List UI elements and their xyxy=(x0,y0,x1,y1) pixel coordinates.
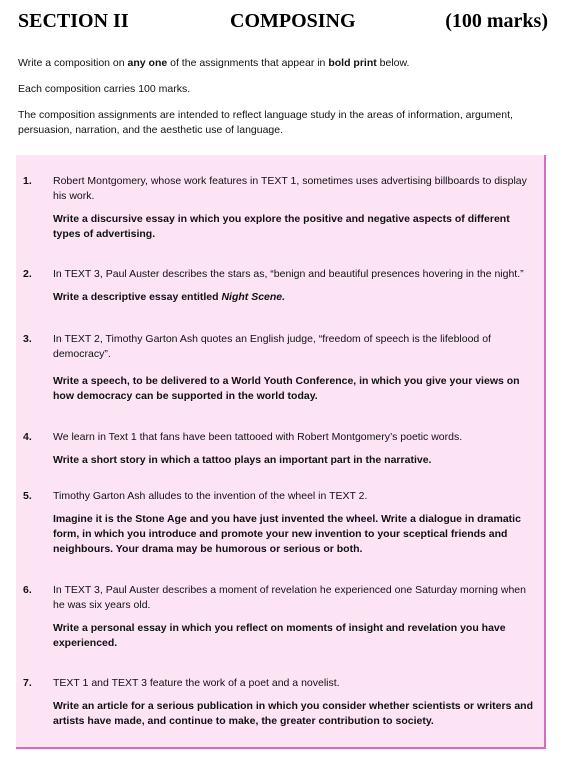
assignments-panel xyxy=(16,155,546,749)
assignment-prompt: Timothy Garton Ash alludes to the invention of the wheel in TEXT 2. xyxy=(53,490,368,502)
assignment-task xyxy=(53,290,538,305)
assignment-task: Write a speech, to be delivered to a World Youth Conference, in which you give your views on how democracy can be supported in the world today. xyxy=(53,375,520,402)
assignment-prompt: In TEXT 3, Paul Auster describes a moment of revelation he experienced one Saturday morning when he was six years old. xyxy=(53,584,526,611)
instruction-emphasis: any one xyxy=(127,57,168,69)
assignment-number: 6. xyxy=(23,584,32,596)
assignments-note: The composition assignments are intended to reflect language study in the areas of information, argument, persuasion, narration, and the aesthetic use of language. xyxy=(18,109,513,136)
page-title: COMPOSING xyxy=(230,10,356,32)
assignment-task-text: Write a descriptive essay entitled xyxy=(53,291,222,303)
assignment-task: Imagine it is the Stone Age and you have just invented the wheel. Write a dialogue in dramatic form, in which you introduce and promote your new invention to your sceptical friends and neighbours. Your drama may be humorous or serious or both. xyxy=(53,513,521,555)
assignment-prompt: In TEXT 2, Timothy Garton Ash quotes an English judge, “freedom of speech is the lifeblood of democracy”. xyxy=(53,333,491,360)
assignment-body xyxy=(53,332,538,404)
instruction-text: of the assignments that appear in xyxy=(167,57,329,69)
assignment-body xyxy=(53,676,538,729)
assignment-prompt: Robert Montgomery, whose work features in TEXT 1, sometimes uses advertising billboards to display his work. xyxy=(53,175,527,202)
assignment-body xyxy=(53,267,538,305)
assignment-number: 5. xyxy=(23,490,32,502)
marks-label: (100 marks) xyxy=(445,10,548,32)
assignment-number: 2. xyxy=(23,268,32,280)
assignment-task: Write an article for a serious publication in which you consider whether scientists or writers and artists have made, and continue to make, the greater contribution to society. xyxy=(53,700,534,727)
instruction-emphasis: bold print xyxy=(328,57,377,69)
assignment-number: 3. xyxy=(23,333,32,345)
assignment-body xyxy=(53,489,538,557)
instruction-text: Write a composition on xyxy=(18,57,128,69)
assignment-task: Write a discursive essay in which you explore the positive and negative aspects of different types of advertising. xyxy=(53,213,510,240)
instruction-line xyxy=(18,56,548,71)
assignment-body xyxy=(53,174,538,242)
assignment-number: 7. xyxy=(23,677,32,689)
section-label: SECTION II xyxy=(18,10,129,32)
assignment-number: 4. xyxy=(23,431,32,443)
instruction-text: below. xyxy=(376,57,410,69)
assignment-task: Write a personal essay in which you reflect on moments of insight and revelation you have experienced. xyxy=(53,622,506,649)
page-header xyxy=(18,10,548,36)
assignment-number: 1. xyxy=(23,175,32,187)
marks-note: Each composition carries 100 marks. xyxy=(18,83,191,95)
assignment-prompt: TEXT 1 and TEXT 3 feature the work of a poet and a novelist. xyxy=(53,677,340,689)
assignment-body xyxy=(53,583,538,651)
assignment-prompt: In TEXT 3, Paul Auster describes the stars as, “benign and beautiful presences hovering in the night.” xyxy=(53,268,524,280)
assignment-body xyxy=(53,430,538,468)
assignment-task-title: Night Scene. xyxy=(221,291,286,303)
assignment-task: Write a short story in which a tattoo plays an important part in the narrative. xyxy=(53,454,432,466)
assignment-prompt: We learn in Text 1 that fans have been tattooed with Robert Montgomery’s poetic words. xyxy=(53,431,463,443)
